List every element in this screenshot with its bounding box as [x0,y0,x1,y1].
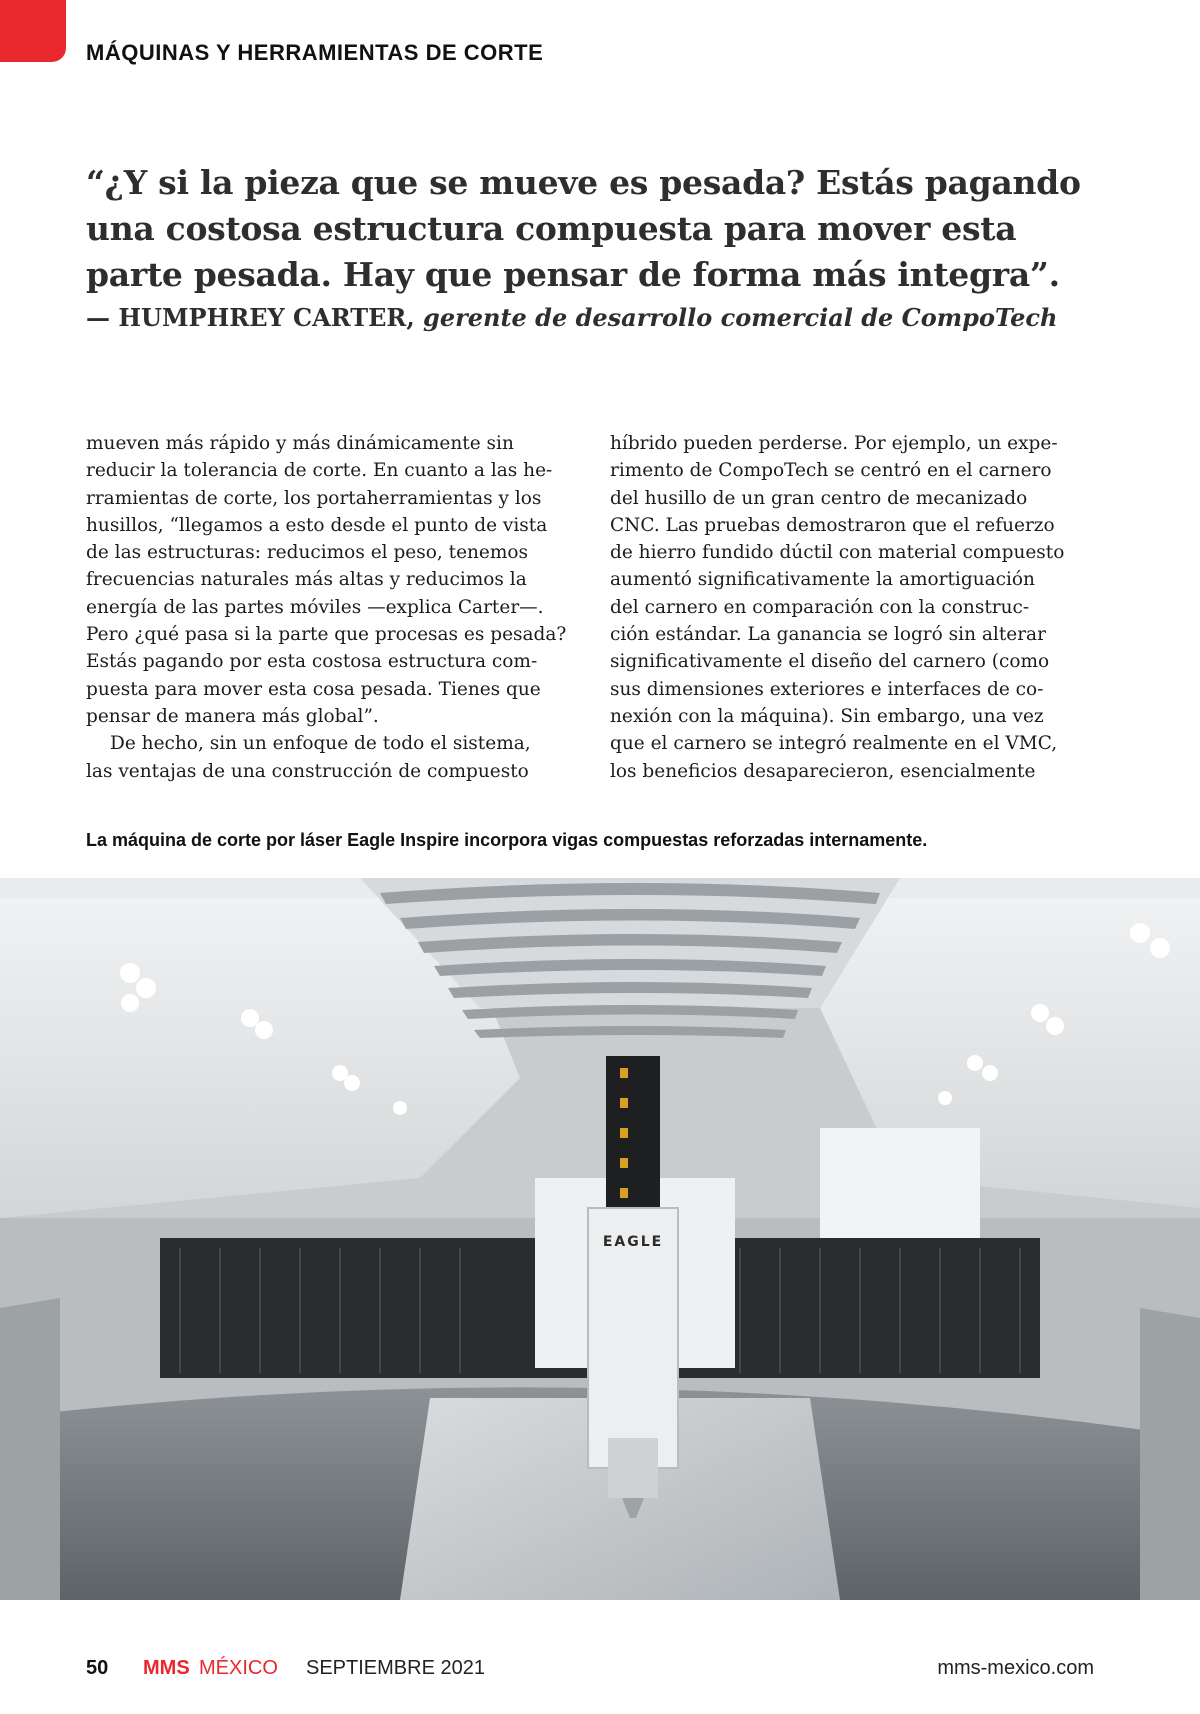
publication-logo-mexico: MÉXICO [199,1657,278,1679]
attribution-role: gerente de desarrollo comercial de CompoTech [414,303,1058,332]
section-title: MÁQUINAS Y HERRAMIENTAS DE CORTE [86,40,544,65]
attribution-name: — HUMPHREY CARTER, [86,303,415,332]
page-number: 50 [86,1657,109,1679]
section-tab-marker [0,0,66,62]
body-paragraph: mueven más rápido y más dinámicamente sin reducir la tolerancia de corte. En cuanto a las he- rramientas de corte, los portaherramientas y los husillos, “llegamos a esto desde el punto de vista de las estructuras: reducimos el peso, tenemos frecuencias naturales más altas y reducimos la energía de las partes móviles —explica Carter—. Pero ¿qué pasa si la parte que procesas es pesada? Estás pagando por esta costosa estructura com- puesta para mover esta cosa pesada. Tienes que pensar de manera más global”. [86,433,567,727]
pull-quote-line-2: una costosa estructura compuesta para mover esta [86,209,1017,248]
body-paragraph: híbrido pueden perderse. Por ejemplo, un expe- rimento de CompoTech se centró en el carnero del husillo de un gran centro de mecanizado CNC. Las pruebas demostraron que el refuerzo de hierro fundido dúctil con material compuesto aumentó significativamente la amortiguación del carnero en comparación con la construc- ción estándar. La ganancia se logró sin alterar significativamente el diseño del carnero (como sus dimensiones exteriores e interfaces de co- nexión con la máquina). Sin embargo, una vez que el carnero se integró realmente en el VMC, los beneficios desaparecieron, esencialmente [610,433,1065,782]
pull-quote-text [86,160,1126,298]
body-paragraph: De hecho, sin un enfoque de todo el sistema, las ventajas de una construcción de compuesto [86,733,531,782]
body-column-right [610,430,1120,785]
photo-caption: La máquina de corte por láser Eagle Inspire incorpora vigas compuestas reforzadas internamente. [86,830,928,850]
pull-quote [86,160,1126,338]
laser-cutting-machine-photo [0,878,1200,1600]
pull-quote-attribution [86,298,1126,338]
publication-logo-mms: MMS [143,1657,190,1679]
pull-quote-line-3: parte pesada. Hay que pensar de forma más integra”. [86,255,1060,294]
body-column-left [86,430,596,785]
issue-date: SEPTIEMBRE 2021 [306,1657,485,1679]
page-footer [0,1654,1200,1686]
machine-logo: EAGLE [602,1234,664,1250]
website-url: mms-mexico.com [937,1657,1094,1679]
pull-quote-line-1: “¿Y si la pieza que se mueve es pesada? Estás pagando [86,163,1081,202]
